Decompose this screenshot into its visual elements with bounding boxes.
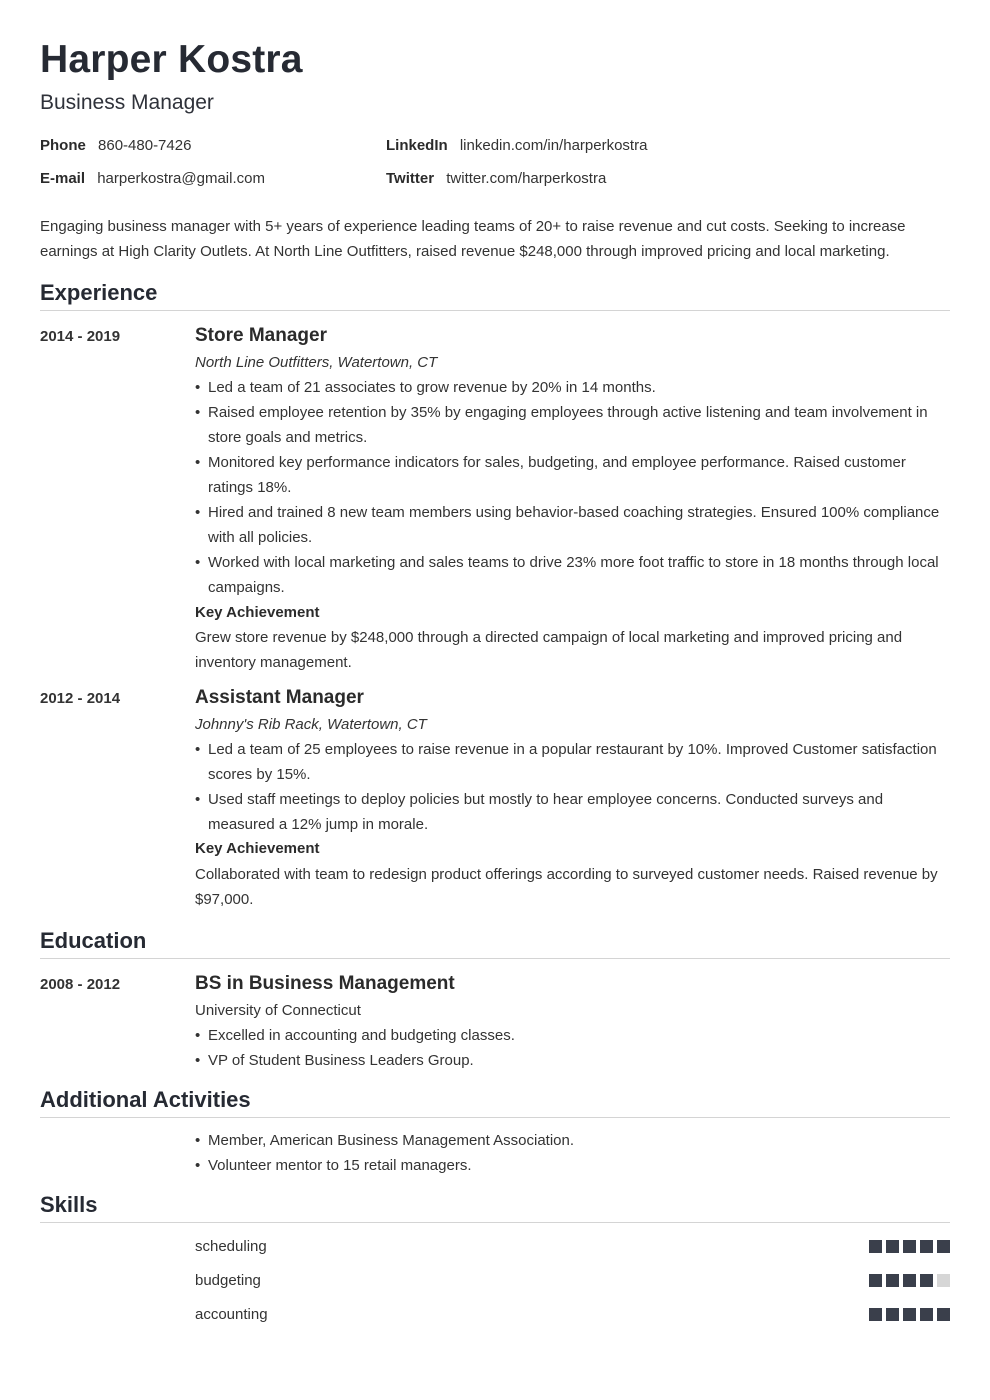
- contact-info: [40, 137, 950, 187]
- skill-level-filled: [920, 1240, 933, 1253]
- skill-level-filled: [920, 1274, 933, 1287]
- skills-list: [40, 1229, 950, 1331]
- list-item: • Led a team of 21 associates to grow revenue by 20% in 14 months.: [195, 375, 950, 400]
- experience-bullets: [195, 375, 950, 600]
- skill-row: [40, 1297, 950, 1331]
- summary: Engaging business manager with 5+ years of experience leading teams of 20+ to raise revenue and cut costs. Seeking to increase earnings at High Clarity Outlets. At North Line Outfitters, raised revenue $248,000 through improved pricing and local marketing.: [40, 218, 906, 260]
- education-dates: 2008 - 2012: [40, 976, 121, 993]
- education-degree: BS in Business Management: [195, 973, 455, 994]
- activities-entry: [40, 1128, 950, 1178]
- skill-level-indicator: [869, 1240, 950, 1253]
- skill-level-filled: [886, 1240, 899, 1253]
- experience-bullets: [195, 737, 950, 837]
- contact-linkedin: [386, 137, 950, 154]
- list-item: • Volunteer mentor to 15 retail managers.: [195, 1153, 950, 1178]
- key-achievement-label: Key Achievement: [195, 604, 320, 621]
- key-achievement-label: Key Achievement: [195, 840, 320, 857]
- list-item: • Excelled in accounting and budgeting classes.: [195, 1023, 950, 1048]
- skill-row: [40, 1229, 950, 1263]
- skill-level-filled: [937, 1240, 950, 1253]
- contact-email-label: E-mail: [40, 170, 86, 187]
- education-entry: [40, 972, 950, 1073]
- skill-level-filled: [886, 1308, 899, 1321]
- list-item: • Worked with local marketing and sales teams to drive 23% more foot traffic to store in 18 months through local campaigns.: [195, 550, 950, 600]
- activities-bullets: [195, 1128, 950, 1178]
- list-item: • Hired and trained 8 new team members using behavior-based coaching strategies. Ensured 100% compliance with all policies.: [195, 500, 950, 550]
- experience-company: Johnny's Rib Rack, Watertown, CT: [195, 716, 427, 733]
- contact-twitter-value[interactable]: twitter.com/harperkostra: [446, 170, 607, 187]
- contact-linkedin-value[interactable]: linkedin.com/in/harperkostra: [459, 137, 648, 154]
- list-item: • Raised employee retention by 35% by engaging employees through active listening and team involvement in store goals and metrics.: [195, 400, 950, 450]
- skill-level-filled: [869, 1308, 882, 1321]
- section-title-education: Education: [40, 928, 950, 959]
- contact-email-value[interactable]: harperkostra@gmail.com: [97, 170, 265, 187]
- skill-level-filled: [903, 1274, 916, 1287]
- skill-level-filled: [886, 1274, 899, 1287]
- list-item: • Led a team of 25 employees to raise revenue in a popular restaurant by 10%. Improved Customer satisfaction scores by 15%.: [195, 737, 950, 787]
- contact-linkedin-label: LinkedIn: [386, 137, 448, 154]
- skill-level-filled: [937, 1308, 950, 1321]
- experience-company: North Line Outfitters, Watertown, CT: [195, 354, 438, 371]
- contact-twitter: [386, 170, 950, 187]
- skill-name: scheduling: [195, 1237, 267, 1255]
- education-school: University of Connecticut: [195, 1002, 361, 1019]
- experience-entry: [40, 686, 950, 912]
- skill-name: accounting: [195, 1305, 268, 1323]
- skill-level-indicator: [869, 1274, 950, 1287]
- education-bullets: [195, 1023, 950, 1073]
- list-item: • Used staff meetings to deploy policies but mostly to hear employee concerns. Conducted surveys and measured a 12% jump in morale.: [195, 787, 950, 837]
- section-title-experience: Experience: [40, 280, 950, 311]
- experience-dates: 2014 - 2019: [40, 328, 121, 345]
- skill-name: budgeting: [195, 1271, 261, 1289]
- experience-role: Assistant Manager: [195, 687, 364, 708]
- key-achievement-text: Grew store revenue by $248,000 through a directed campaign of local marketing and improved pricing and inventory management.: [195, 629, 903, 671]
- contact-twitter-label: Twitter: [386, 170, 435, 187]
- candidate-title: Business Manager: [40, 91, 214, 114]
- list-item: • Member, American Business Management Association.: [195, 1128, 950, 1153]
- contact-phone-label: Phone: [40, 137, 86, 154]
- skill-level-filled: [903, 1308, 916, 1321]
- key-achievement-text: Collaborated with team to redesign product offerings according to surveyed customer needs. Raised revenue by $97,000.: [195, 866, 938, 908]
- contact-phone: [40, 137, 386, 154]
- contact-email: [40, 170, 386, 187]
- section-title-activities: Additional Activities: [40, 1087, 950, 1118]
- skill-level-filled: [920, 1308, 933, 1321]
- skill-level-filled: [869, 1240, 882, 1253]
- section-title-skills: Skills: [40, 1192, 950, 1223]
- contact-phone-value: 860-480-7426: [98, 137, 192, 154]
- list-item: • VP of Student Business Leaders Group.: [195, 1048, 950, 1073]
- experience-role: Store Manager: [195, 325, 327, 346]
- list-item: • Monitored key performance indicators for sales, budgeting, and employee performance. Raised customer ratings 18%.: [195, 450, 950, 500]
- skill-level-empty: [937, 1274, 950, 1287]
- skill-row: [40, 1263, 950, 1297]
- experience-dates: 2012 - 2014: [40, 690, 121, 707]
- candidate-name: Harper Kostra: [40, 38, 303, 81]
- experience-entry: [40, 324, 950, 675]
- skill-level-indicator: [869, 1308, 950, 1321]
- skill-level-filled: [903, 1240, 916, 1253]
- skill-level-filled: [869, 1274, 882, 1287]
